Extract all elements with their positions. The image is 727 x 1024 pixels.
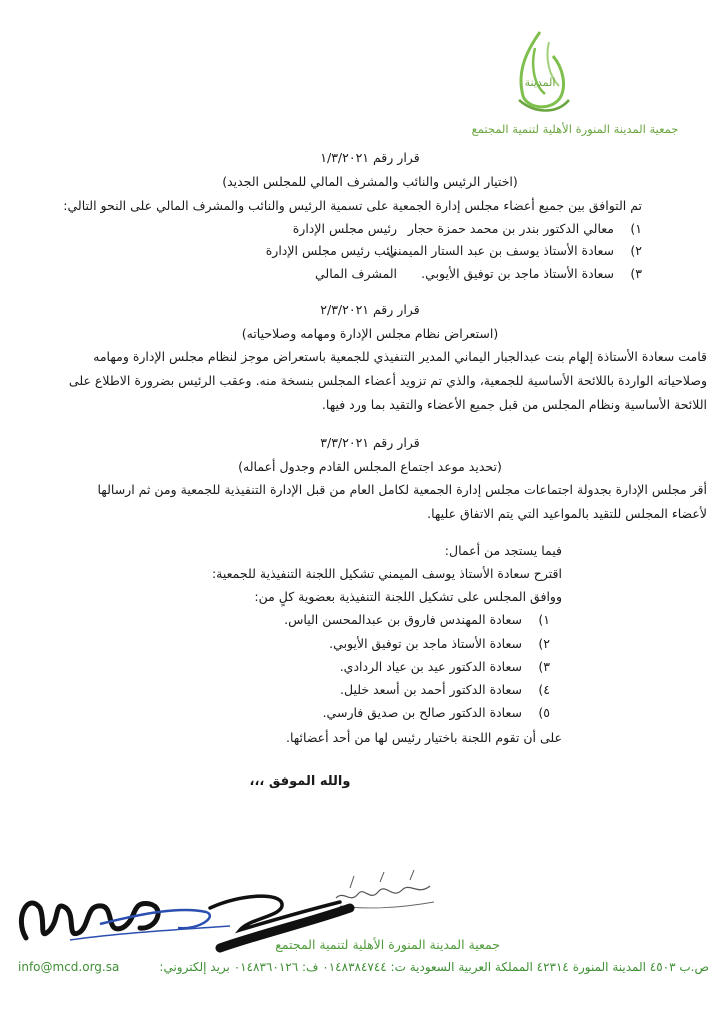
committee-closing-line: على أن تقوم اللجنة باختيار رئيس لها من أحد أعضائها. <box>286 730 562 745</box>
list-item: ٤) سعادة الدكتور أحمد بن أسعد خليل. <box>340 682 550 697</box>
decision3-subtitle: (تحديد موعد اجتماع المجلس القادم وجدول أعماله) <box>238 459 502 474</box>
list-item: ١) معالي الدكتور بندر بن محمد حمزة حجار رئيس مجلس الإدارة <box>292 221 642 236</box>
member-name: سعادة الأستاذ ماجد بن توفيق الأيوبي. <box>421 266 614 281</box>
decision1-intro: تم التوافق بين جميع أعضاء مجلس إدارة الجمعية على تسمية الرئيس والنائب والمشرف المالي على النحو التالي: <box>63 198 642 213</box>
list-item: ٢) سعادة الأستاذ ماجد بن توفيق الأيوبي. <box>329 636 550 651</box>
decision1-subtitle: (اختيار الرئيس والنائب والمشرف المالي للمجلس الجديد) <box>222 174 518 189</box>
organization-logo <box>505 28 575 118</box>
list-item: ٥) سعادة الدكتور صالح بن صديق فارسي. <box>322 705 550 720</box>
svg-text:المدينة: المدينة <box>524 76 556 89</box>
list-item: ١) سعادة المهندس فاروق بن عبدالمحسن الياس. <box>284 612 550 627</box>
decision1-title: قرار رقم ١/٣/٢٠٢١ <box>320 150 420 165</box>
other-business-approval: ووافق المجلس على تشكيل اللجنة التنفيذية بعضوية كلٍ من: <box>254 589 562 604</box>
footer-email-link[interactable]: info@mcd.org.sa <box>18 960 120 974</box>
decision2-title: قرار رقم ٢/٣/٢٠٢١ <box>320 302 420 317</box>
logo-calligraphy-icon <box>505 28 575 118</box>
other-business-heading: فيما يستجد من أعمال: <box>444 543 562 558</box>
footer-address: ص.ب ٤٥٠٣ المدينة المنورة ٤٢٣١٤ المملكة العربية السعودية ت: ٠١٤٨٣٨٤٧٤٤ ف: ٠١٤٨٣٦٠١٢٦ بريد إلكتروني: <box>159 960 709 974</box>
closing-phrase: والله الموفق ،،، <box>249 774 351 789</box>
decision3-body: أقر مجلس الإدارة بجدولة اجتماعات مجلس إدارة الجمعية لكامل العام من قبل الإدارة التنفيذية للجمعية ومن ثم ارسالها لأعضاء المجلس للتقيد بالمواعيد التي يتم الاتفاق عليها. <box>97 482 707 521</box>
footer-organization-name: جمعية المدينة المنورة الأهلية لتنمية المجتمع <box>275 937 500 952</box>
member-role: المشرف المالي <box>314 266 397 281</box>
member-name: سعادة المهندس فاروق بن عبدالمحسن الياس. <box>284 612 522 627</box>
member-name: معالي الدكتور بندر بن محمد حمزة حجار <box>407 221 614 236</box>
member-role: نائب رئيس مجلس الإدارة <box>265 243 397 258</box>
decision2-subtitle: (استعراض نظام مجلس الإدارة ومهامه وصلاحياته) <box>241 326 499 341</box>
member-role: رئيس مجلس الإدارة <box>292 221 397 236</box>
decision3-title: قرار رقم ٣/٣/٢٠٢١ <box>320 435 420 450</box>
other-business-proposal: اقترح سعادة الأستاذ يوسف الميمني تشكيل اللجنة التنفيذية للجمعية: <box>211 566 562 581</box>
list-item: ٣) سعادة الدكتور عيد بن عياد الردادي. <box>339 659 550 674</box>
member-name: سعادة الأستاذ ماجد بن توفيق الأيوبي. <box>329 636 522 651</box>
member-name: سعادة الدكتور عيد بن عياد الردادي. <box>339 659 522 674</box>
member-name: سعادة الدكتور صالح بن صديق فارسي. <box>322 705 522 720</box>
member-name: سعادة الدكتور أحمد بن أسعد خليل. <box>340 682 522 697</box>
member-name: سعادة الأستاذ يوسف بن عبد الستار الميمني. <box>383 243 614 258</box>
list-item: ٢) سعادة الأستاذ يوسف بن عبد الستار الميمني. نائب رئيس مجلس الإدارة <box>265 243 642 258</box>
decision2-body: قامت سعادة الأستاذة إلهام بنت عبدالجبار اليماني المدير التنفيذي للجمعية باستعراض موجز لنظام مجلس الإدارة ومهامه وصلاحياته الواردة باللائحة الأساسية للجمعية، والذي تم تزويد أعضاء المجلس بنسخة منه. وعقب الرئيس بضرورة الاطلاع على اللائحة الأساسية ونظام المجلس من قبل جميع الأعضاء والتقيد بما ورد فيها. <box>68 349 707 412</box>
list-item: ٣) سعادة الأستاذ ماجد بن توفيق الأيوبي. المشرف المالي <box>314 266 642 281</box>
organization-name-header: جمعية المدينة المنورة الأهلية لتنمية المجتمع <box>471 122 679 136</box>
